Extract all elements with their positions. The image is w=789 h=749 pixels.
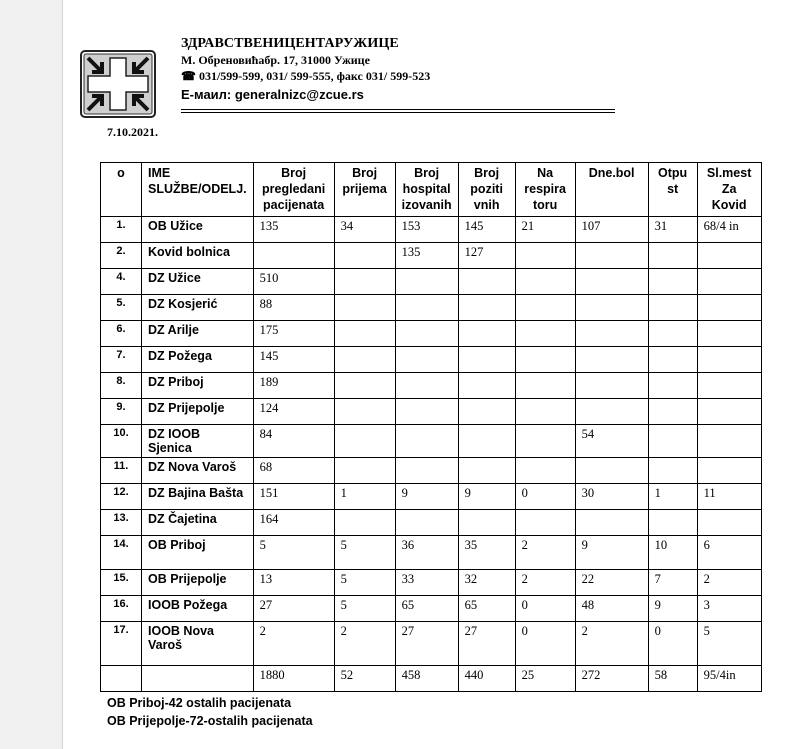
value-cell: 164 (253, 510, 334, 536)
value-cell: 6 (697, 536, 761, 570)
value-cell: 145 (458, 217, 515, 243)
value-cell (515, 269, 575, 295)
value-cell: 0 (515, 596, 575, 622)
footnote: OB Prijepolje-72-ostalih pacijenata (107, 714, 313, 728)
department-name-cell: Kovid bolnica (142, 243, 254, 269)
value-cell: 88 (253, 295, 334, 321)
value-cell: 30 (575, 484, 648, 510)
value-cell (575, 399, 648, 425)
value-cell: 1880 (253, 666, 334, 692)
value-cell: 3 (697, 596, 761, 622)
phone-numbers: 031/599-599, 031/ 599-555, факс 031/ 599-523 (198, 69, 431, 83)
value-cell: 153 (395, 217, 458, 243)
value-cell (515, 347, 575, 373)
value-cell: 25 (515, 666, 575, 692)
value-cell (648, 243, 697, 269)
value-cell: 9 (458, 484, 515, 510)
table-row (101, 458, 762, 484)
row-number-cell: 15. (101, 570, 142, 596)
value-cell: 34 (334, 217, 395, 243)
header-divider-secondary (181, 112, 615, 113)
value-cell: 84 (253, 425, 334, 458)
table-row (101, 269, 762, 295)
page-left-margin (0, 0, 63, 749)
row-number-cell: 2. (101, 243, 142, 269)
value-cell (697, 269, 761, 295)
footnotes (107, 694, 313, 730)
department-name-cell: DZ Bajina Bašta (142, 484, 254, 510)
value-cell: 7 (648, 570, 697, 596)
value-cell (334, 269, 395, 295)
department-name-cell: DZ Nova Varoš (142, 458, 254, 484)
value-cell: 2 (253, 622, 334, 666)
value-cell (648, 347, 697, 373)
department-name-cell: DZ Požega (142, 347, 254, 373)
column-header: Na respira toru (515, 163, 575, 217)
daily-report-table (100, 162, 762, 692)
value-cell (648, 295, 697, 321)
organization-address: М. Обреновићабр. 17, 31000 Ужице (181, 53, 370, 67)
value-cell: 13 (253, 570, 334, 596)
column-header: Broj hospital izovanih (395, 163, 458, 217)
value-cell (458, 399, 515, 425)
letterhead (181, 36, 430, 102)
value-cell: 175 (253, 321, 334, 347)
column-header: Broj poziti vnih (458, 163, 515, 217)
value-cell (395, 347, 458, 373)
value-cell: 22 (575, 570, 648, 596)
value-cell (458, 321, 515, 347)
value-cell: 127 (458, 243, 515, 269)
value-cell: 54 (575, 425, 648, 458)
department-name-cell: DZ Užice (142, 269, 254, 295)
value-cell: 11 (697, 484, 761, 510)
department-name-cell: OB Prijepolje (142, 570, 254, 596)
value-cell (575, 458, 648, 484)
department-name-cell: DZ IOOB Sjenica (142, 425, 254, 458)
value-cell (648, 510, 697, 536)
value-cell (334, 425, 395, 458)
value-cell (334, 243, 395, 269)
row-number-cell: 17. (101, 622, 142, 666)
value-cell (697, 321, 761, 347)
value-cell: 35 (458, 536, 515, 570)
value-cell (648, 399, 697, 425)
value-cell: 145 (253, 347, 334, 373)
department-name-cell: DZ Arilje (142, 321, 254, 347)
column-header: o (101, 163, 142, 217)
column-header: Sl.mest Za Kovid (697, 163, 761, 217)
row-number-cell: 7. (101, 347, 142, 373)
value-cell (515, 510, 575, 536)
value-cell (515, 295, 575, 321)
value-cell: 189 (253, 373, 334, 399)
value-cell (697, 295, 761, 321)
value-cell: 2 (575, 622, 648, 666)
value-cell: 0 (515, 484, 575, 510)
value-cell: 9 (575, 536, 648, 570)
value-cell: 48 (575, 596, 648, 622)
row-number-cell: 11. (101, 458, 142, 484)
value-cell: 32 (458, 570, 515, 596)
value-cell: 65 (458, 596, 515, 622)
value-cell (334, 347, 395, 373)
health-center-logo (80, 50, 156, 118)
value-cell: 68 (253, 458, 334, 484)
table-header-row (101, 163, 762, 217)
value-cell (334, 458, 395, 484)
value-cell: 440 (458, 666, 515, 692)
value-cell (648, 373, 697, 399)
value-cell: 65 (395, 596, 458, 622)
value-cell (575, 243, 648, 269)
value-cell (697, 510, 761, 536)
value-cell: 95/4in (697, 666, 761, 692)
organization-name: ЗДРАВСТВЕНИЦЕНТАРУЖИЦЕ (181, 36, 399, 51)
value-cell: 272 (575, 666, 648, 692)
department-name-cell: OB Užice (142, 217, 254, 243)
value-cell (458, 458, 515, 484)
value-cell (515, 243, 575, 269)
value-cell (648, 269, 697, 295)
row-number-cell: 1. (101, 217, 142, 243)
department-name-cell: DZ Čajetina (142, 510, 254, 536)
value-cell (458, 373, 515, 399)
table-row (101, 399, 762, 425)
value-cell (515, 425, 575, 458)
organization-email: Е-маил: generalnizc@zcue.rs (181, 87, 364, 102)
value-cell: 2 (515, 570, 575, 596)
department-name-cell: IOOB Nova Varoš (142, 622, 254, 666)
column-header: Broj prijema (334, 163, 395, 217)
row-number-cell: 8. (101, 373, 142, 399)
department-name-cell (142, 666, 254, 692)
value-cell (697, 243, 761, 269)
row-number-cell: 9. (101, 399, 142, 425)
table-row (101, 570, 762, 596)
value-cell (458, 347, 515, 373)
value-cell (395, 295, 458, 321)
document-date: 7.10.2021. (107, 125, 158, 139)
value-cell: 107 (575, 217, 648, 243)
value-cell (395, 373, 458, 399)
value-cell: 135 (395, 243, 458, 269)
table-row (101, 347, 762, 373)
table-row (101, 295, 762, 321)
value-cell: 5 (334, 536, 395, 570)
value-cell: 2 (334, 622, 395, 666)
value-cell (697, 399, 761, 425)
value-cell (648, 425, 697, 458)
value-cell (458, 510, 515, 536)
value-cell: 124 (253, 399, 334, 425)
row-number-cell: 16. (101, 596, 142, 622)
value-cell: 27 (253, 596, 334, 622)
value-cell: 1 (648, 484, 697, 510)
table-row (101, 425, 762, 458)
value-cell (575, 269, 648, 295)
organization-phone (181, 69, 430, 84)
value-cell: 31 (648, 217, 697, 243)
value-cell (515, 373, 575, 399)
table-row (101, 321, 762, 347)
value-cell: 510 (253, 269, 334, 295)
column-header: Otpu st (648, 163, 697, 217)
value-cell (395, 425, 458, 458)
value-cell: 1 (334, 484, 395, 510)
row-number-cell: 14. (101, 536, 142, 570)
value-cell: 33 (395, 570, 458, 596)
value-cell: 21 (515, 217, 575, 243)
table-row (101, 217, 762, 243)
value-cell: 27 (395, 622, 458, 666)
footnote: OB Priboj-42 ostalih pacijenata (107, 696, 292, 710)
value-cell (458, 425, 515, 458)
value-cell: 9 (395, 484, 458, 510)
table-row (101, 510, 762, 536)
value-cell: 135 (253, 217, 334, 243)
value-cell: 10 (648, 536, 697, 570)
row-number-cell: 10. (101, 425, 142, 458)
row-number-cell: 6. (101, 321, 142, 347)
table-row (101, 596, 762, 622)
row-number-cell: 4. (101, 269, 142, 295)
value-cell: 27 (458, 622, 515, 666)
column-header: Dne.bol (575, 163, 648, 217)
row-number-cell: 13. (101, 510, 142, 536)
value-cell (334, 321, 395, 347)
value-cell (697, 458, 761, 484)
department-name-cell: DZ Prijepolje (142, 399, 254, 425)
value-cell (334, 373, 395, 399)
value-cell: 68/4 in (697, 217, 761, 243)
value-cell: 58 (648, 666, 697, 692)
value-cell: 5 (253, 536, 334, 570)
table-row (101, 536, 762, 570)
value-cell: 5 (334, 596, 395, 622)
value-cell (697, 347, 761, 373)
value-cell: 5 (334, 570, 395, 596)
value-cell: 9 (648, 596, 697, 622)
value-cell: 0 (515, 622, 575, 666)
row-number-cell: 12. (101, 484, 142, 510)
value-cell (395, 458, 458, 484)
value-cell (458, 295, 515, 321)
value-cell (334, 295, 395, 321)
value-cell (648, 458, 697, 484)
value-cell (575, 510, 648, 536)
value-cell: 0 (648, 622, 697, 666)
table-row (101, 243, 762, 269)
table-row (101, 484, 762, 510)
value-cell: 2 (515, 536, 575, 570)
value-cell (395, 510, 458, 536)
value-cell (515, 458, 575, 484)
value-cell (575, 347, 648, 373)
value-cell (395, 399, 458, 425)
header-divider (181, 109, 615, 110)
value-cell (575, 321, 648, 347)
phone-icon: ☎ (181, 69, 196, 83)
value-cell (575, 373, 648, 399)
value-cell (697, 425, 761, 458)
column-header: IME SLUŽBE/ODELJ. (142, 163, 254, 217)
department-name-cell: DZ Kosjerić (142, 295, 254, 321)
value-cell (395, 321, 458, 347)
value-cell: 52 (334, 666, 395, 692)
department-name-cell: DZ Priboj (142, 373, 254, 399)
value-cell: 36 (395, 536, 458, 570)
table-row (101, 666, 762, 692)
value-cell: 458 (395, 666, 458, 692)
value-cell (648, 321, 697, 347)
row-number-cell: 5. (101, 295, 142, 321)
value-cell: 151 (253, 484, 334, 510)
value-cell (515, 321, 575, 347)
department-name-cell: OB Priboj (142, 536, 254, 570)
value-cell (334, 399, 395, 425)
value-cell (395, 269, 458, 295)
row-number-cell (101, 666, 142, 692)
table-row (101, 373, 762, 399)
value-cell (458, 269, 515, 295)
value-cell (697, 373, 761, 399)
value-cell: 2 (697, 570, 761, 596)
value-cell (575, 295, 648, 321)
table-row (101, 622, 762, 666)
value-cell (253, 243, 334, 269)
value-cell (334, 510, 395, 536)
department-name-cell: IOOB Požega (142, 596, 254, 622)
value-cell (515, 399, 575, 425)
value-cell: 5 (697, 622, 761, 666)
column-header: Broj pregledani pacijenata (253, 163, 334, 217)
